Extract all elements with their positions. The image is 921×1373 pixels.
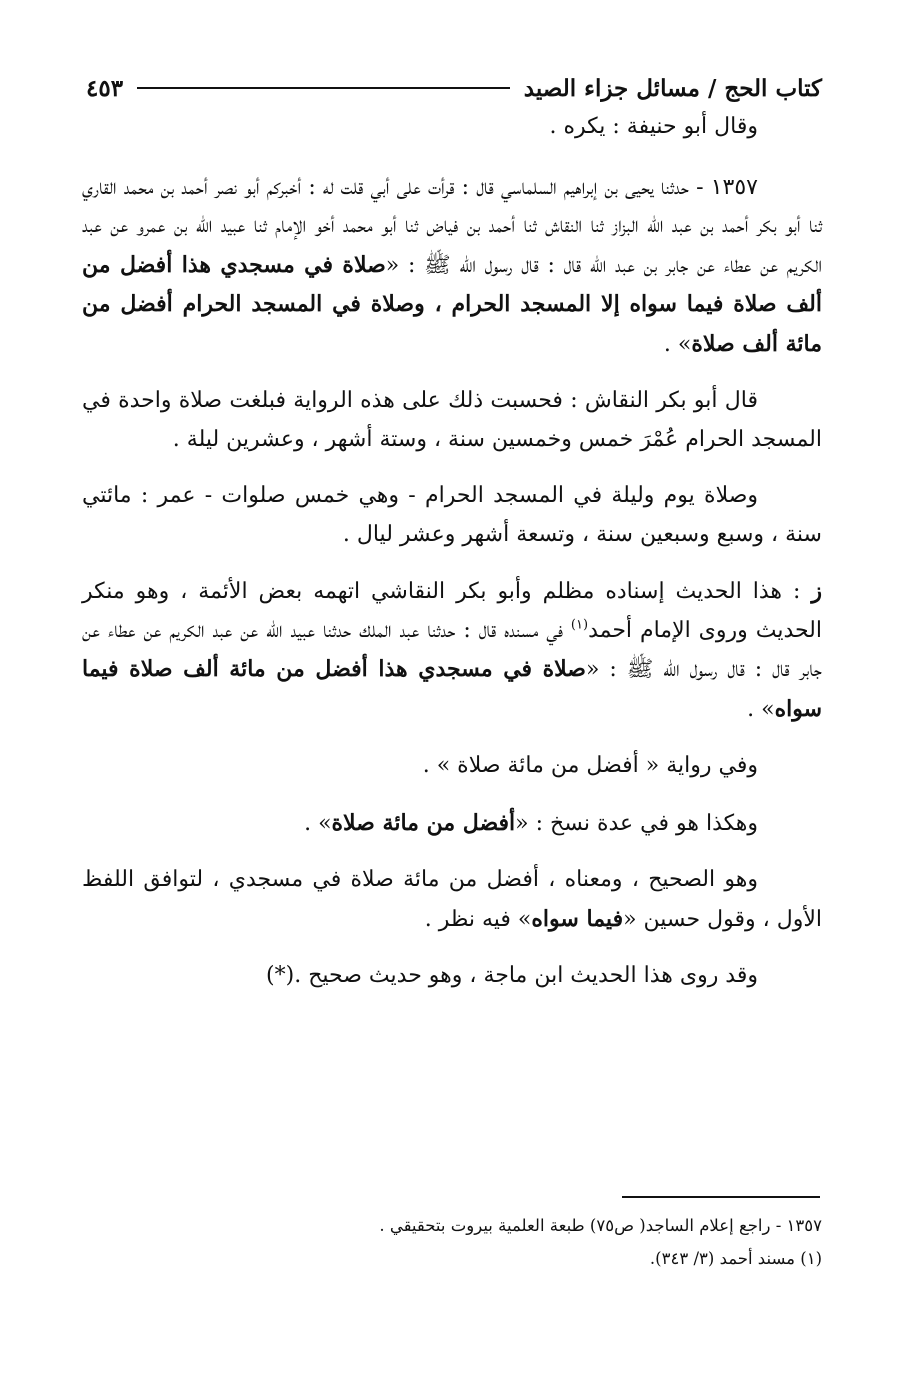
paragraph-commentary (82, 572, 822, 729)
hadith-text: صلاة في مسجدي هذا أفضل من ألف صلاة فيما سواه إلا المسجد الحرام ، وصلاة في المسجد الحرام أفضل من مائة ألف صلاة (82, 251, 822, 357)
footnote-ref-1: (١) (570, 617, 589, 633)
footnote-rule (622, 1196, 820, 1198)
paragraph-riwaya: وفي رواية « أفضل من مائة صلاة » . (422, 753, 758, 778)
main-text (82, 108, 822, 1014)
paragraph-copies (82, 804, 822, 844)
commentary-close: » . (747, 696, 775, 722)
footnote-1357: ١٣٥٧ - راجع إعلام الساجد( ص٧٥) طبعة العلمية بيروت بتحقيقي . (379, 1216, 822, 1235)
meaning-bold: فيما سواه (531, 905, 624, 932)
copies-close: » . (304, 810, 332, 836)
paragraph-correct-meaning (82, 861, 822, 939)
paragraph-abu-hanifa: وقال أبو حنيفة : يكره . (549, 114, 758, 139)
footnote-1: (١) مسند أحمد (٣/ ٣٤٣). (649, 1249, 822, 1268)
meaning-text: وهو الصحيح ، ومعناه ، أفضل من مائة صلاة في مسجدي ، لتوافق اللفظ الأول ، وقول حسين « (82, 867, 822, 932)
running-header (86, 70, 822, 106)
paragraph-day-night-prayer: وصلاة يوم وليلة في المسجد الحرام - وهي خمس صلوات - عمر : مائتي سنة ، وسبع وسبعين سنة ، وتسعة أشهر وعشر ليال . (82, 483, 822, 547)
paragraph-naqqash-calc: قال أبو بكر النقاش : فحسبت ذلك على هذه الرواية فبلغت صلاة واحدة في المسجد الحرام عُمْرَ خمس وخمسين سنة ، وستة أشهر ، وعشرين ليلة . (82, 388, 822, 452)
paragraph-hadith-1357 (82, 169, 822, 365)
hadith-chain: ١٣٥٧ - حدثنا يحيى بن إبراهيم السلماسي قال : قرأت على أبي قلت له : أخبركم أبو نصر أحمد بن محمد القاري ثنا أبو بكر أحمد بن عبد الله البزاز ثنا النقاش ثنا أحمد بن فياض ثنا أبو محمد أخو الإمام ثنا عبيد الله بن عمرو عن عبد الكريم عن عطاء عن جابر بن عبد الله قال : قال رسول الله ﷺ : « (82, 174, 822, 278)
header-rule (137, 87, 510, 89)
paragraph-ibn-majah: وقد روى هذا الحديث ابن ماجة ، وهو حديث صحيح .(*) (266, 963, 758, 988)
hadith-close: » . (663, 331, 692, 357)
commentary-hadith-text: صلاة في مسجدي هذا أفضل من مائة ألف صلاة فيما سواه (82, 656, 822, 722)
page-number: ٤٥٣ (86, 74, 124, 102)
running-title: كتاب الحج / مسائل جزاء الصيد (523, 74, 822, 102)
copies-text: وهكذا هو في عدة نسخ : « (515, 810, 758, 836)
copies-bold: أفضل من مائة صلاة (331, 809, 516, 836)
commentary-text-1: : هذا الحديث إسناده مظلم وأبو بكر النقاشي اتهمه بعض الأئمة ، وهو منكر الحديث وروى الإمام أحمد (82, 579, 823, 643)
commentary-marker: ز (811, 578, 822, 604)
commentary-text-2: في مسنده قال : حدثنا عبد الملك حدثنا عبيد الله عن عبد الكريم عن عطاء عن جابر قال : قال رسول الله ﷺ : « (82, 617, 822, 682)
meaning-close: » فيه نظر . (424, 906, 532, 932)
footnotes (300, 1209, 822, 1275)
